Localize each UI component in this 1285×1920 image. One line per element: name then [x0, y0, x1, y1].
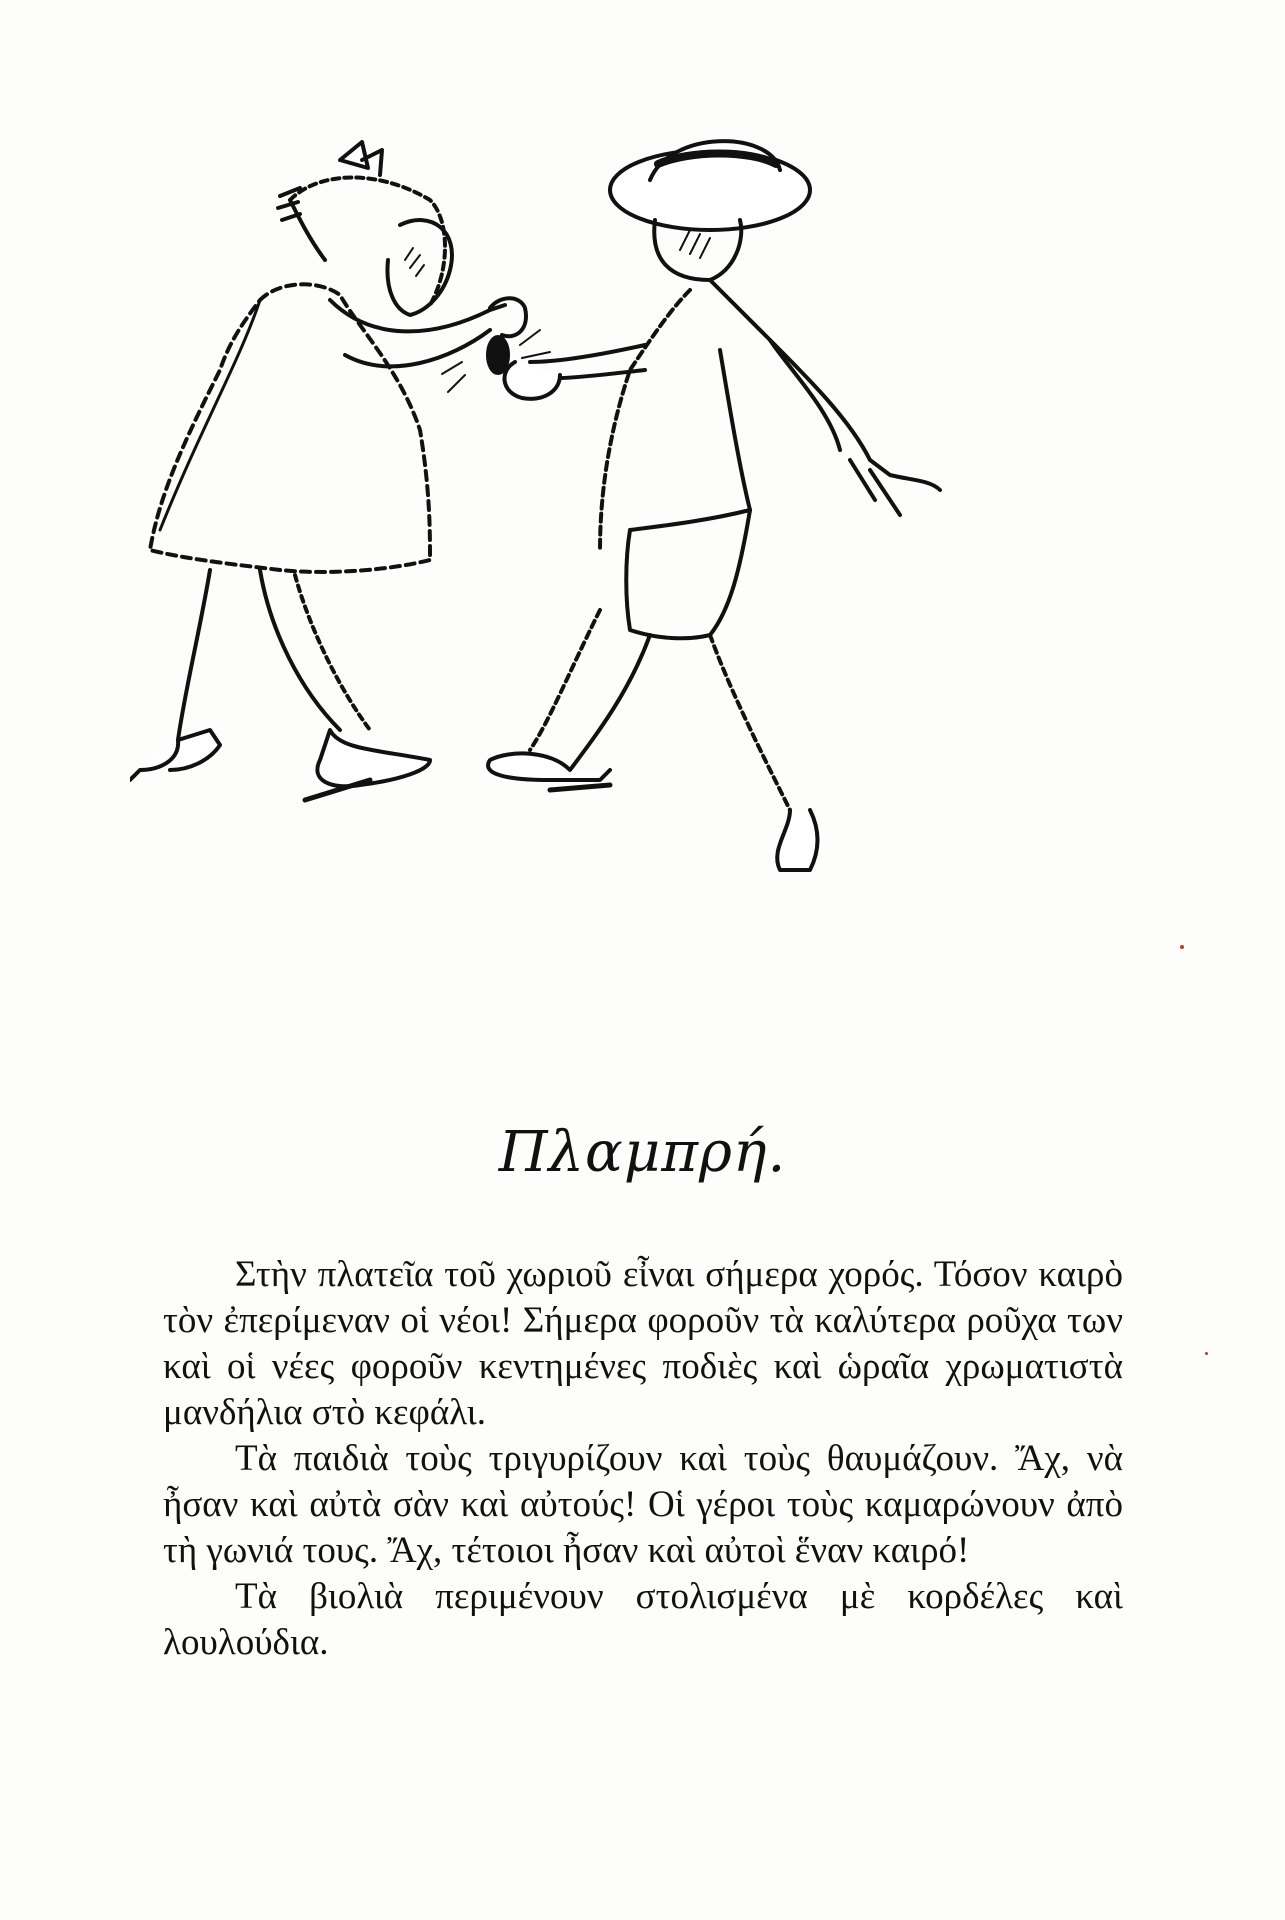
boy-figure: [488, 141, 940, 870]
paragraph: Τὰ βιολιὰ περιμένουν στολισμένα μὲ κορδέλες καὶ λουλούδια.: [163, 1576, 1123, 1663]
body-text: [163, 1252, 1123, 1666]
page-title: Πλαμπρή.: [498, 1120, 787, 1185]
girl-figure: [130, 142, 550, 800]
illustration-children-dancing: [130, 130, 1170, 1000]
paragraph: Στὴν πλατεῖα τοῦ χωριοῦ εἶναι σήμερα χορός. Τόσον καιρὸ τὸν ἐπερίμεναν οἱ νέοι! Σήμερα φοροῦν τὰ καλύτερα ροῦχα των καὶ οἱ νέες φοροῦν κεντημένες ποδιὲς καὶ ὡραῖα χρωματιστὰ μανδήλια στὸ κεφάλι.: [163, 1254, 1123, 1433]
paper-speck: [1205, 1352, 1208, 1355]
paragraph: Τὰ παιδιὰ τοὺς τριγυρίζουν καὶ τοὺς θαυμάζουν. Ἄχ, νὰ ἦσαν καὶ αὐτὰ σὰν καὶ αὐτούς! Οἱ γέροι τοὺς καμαρώνουν ἀπὸ τὴ γωνιά τους. Ἄχ, τέτοιοι ἦσαν καὶ αὐτοὶ ἕναν καιρό!: [163, 1438, 1123, 1571]
paper-speck: [1180, 945, 1184, 949]
line-drawing: [130, 130, 1170, 1000]
